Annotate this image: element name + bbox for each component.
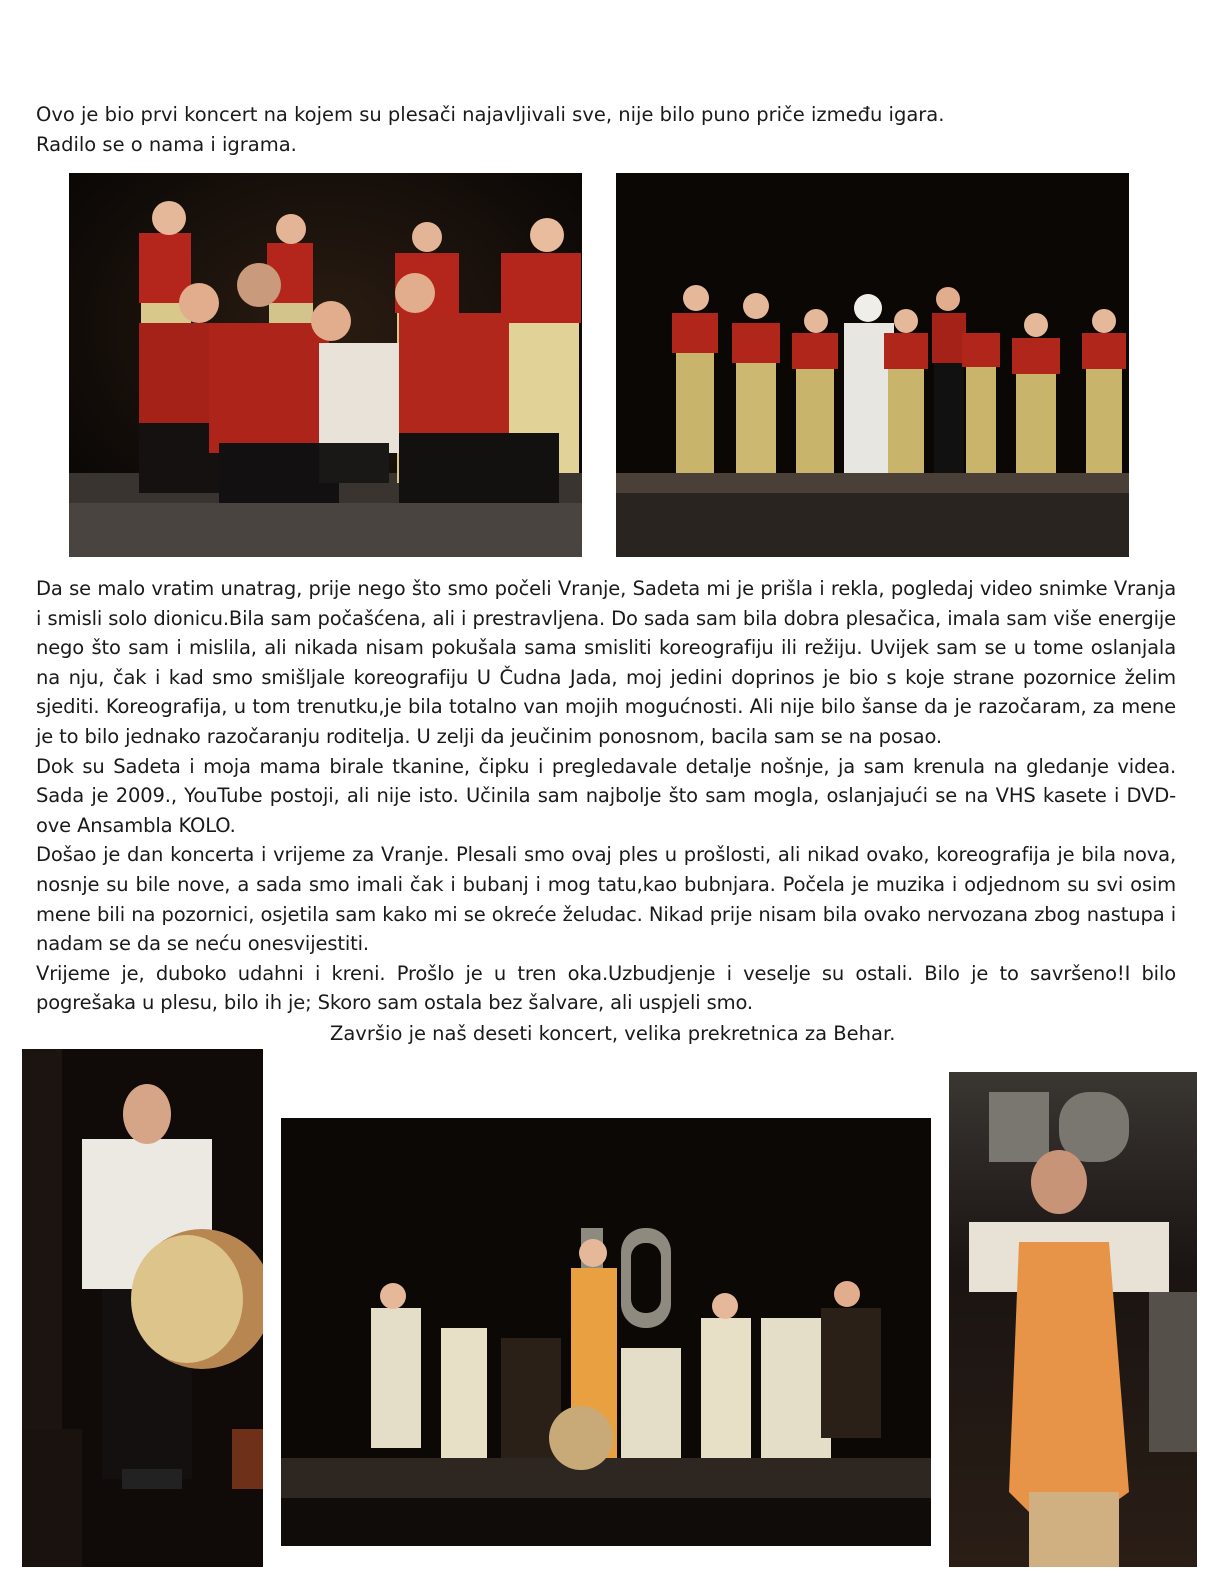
paragraph-3: Došao je dan koncerta i vrijeme za Vranje. Plesali smo ovaj ples u prošlosti, ali nikad ovako, koreografija je bila nova, nosnje su bile nove, a sada smo imali čak i bubanj i mog tatu,kao bubnjara. Počela je muzika i odjednom su svi osim mene bili na pozornici, osjetila sam kako mi se okreće želudac. Nikad prije nisam bila ovako nervozana zbog nastupa i nadam se da se neću onesvijestiti.	[36, 843, 1176, 956]
intro-line-2: Radilo se o nama i igrama.	[36, 133, 297, 156]
photo-finale-ten	[281, 1118, 931, 1546]
photo-solo-dancer	[949, 1072, 1197, 1567]
paragraph-2: Dok su Sadeta i moja mama birale tkanine, čipku i pregledavale detalje nošnje, ja sam krenula na gledanje videa. Sada je 2009., YouTube postoji, ali nije isto. Učinila sam najbolje što sam mogla, oslanjajući se na VHS kasete i DVD-ove Ansambla KOLO.	[36, 754, 1176, 837]
paragraph-4: Vrijeme je, duboko udahni i kreni. Prošlo je u tren oka.Uzbudjenje i veselje su ostali. Bilo je to savršeno!I bilo pogrešaka u plesu, bilo ih je; Skoro sam ostala bez šalvare, ali uspjeli smo.	[36, 961, 1176, 1015]
closing-line: Završio je naš deseti koncert, velika prekretnica za Behar.	[330, 1022, 896, 1045]
paragraph-1: Da se malo vratim unatrag, prije nego što smo počeli Vranje, Sadeta mi je prišla i rekla, pogledaj video snimke Vranja i smisli solo dionicu.Bila sam počašćena, ali i prestravljena. Do sada sam bila dobra plesačica, imala sam više energije nego što sam i mislila, ali nikada nisam pokušala sama smisliti koreografiju ili režiju. Uvijek sam se u tome oslanjala na nju, čak i kad smo smišljale koreografiju U Čudna Jada, moj jedini doprinos je bio s koje strane pozornice želim sjediti. Koreografija, u tom trenutku,je bila totalno van mojih mogućnosti. Ali nije bilo šanse da je razočaram, za mene je to bilo jednako razočaranju roditelja. U zelji da jeučinim ponosnom, bacila sam se na posao.	[36, 577, 1176, 748]
photo-dancers-kneeling	[69, 173, 582, 557]
photo-drummer	[22, 1049, 263, 1567]
intro-text	[36, 100, 1186, 160]
photo-dancers-line	[616, 173, 1129, 557]
body-text	[36, 574, 1176, 1018]
intro-line-1: Ovo je bio prvi koncert na kojem su plesači najavljivali sve, nije bilo puno priče između igara.	[36, 103, 945, 126]
